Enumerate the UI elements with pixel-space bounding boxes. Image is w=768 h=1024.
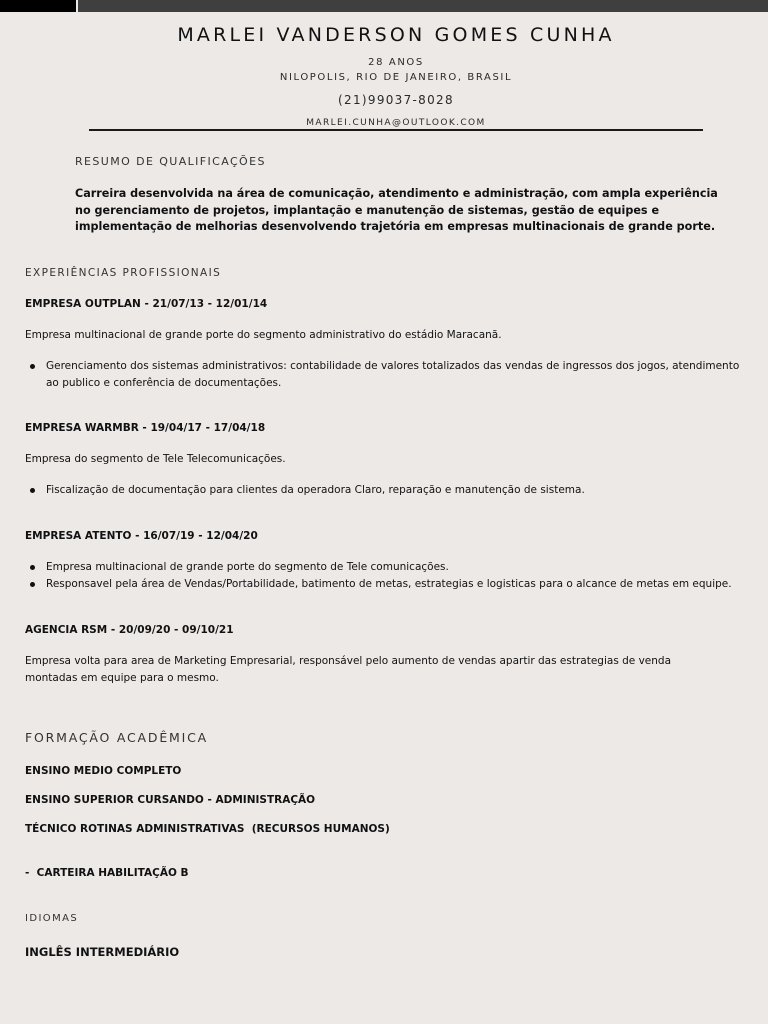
- job-description: Empresa volta para area de Marketing Empresarial, responsável pelo aumento de vendas apartir das estrategias de venda montadas em equipe para o mesmo.: [25, 655, 672, 684]
- summary-line: Carreira desenvolvida na área de comunicação, atendimento e administração, com ampla experiência: [75, 187, 718, 200]
- list-item: Fiscalização de documentação para clientes da operadora Claro, reparação e manutenção de sistema.: [25, 482, 745, 499]
- summary-text: [75, 186, 718, 236]
- candidate-name: MARLEI VANDERSON GOMES CUNHA: [177, 24, 615, 46]
- list-item: Gerenciamento dos sistemas administrativos: contabilidade de valores totalizados das vendas de ingressos dos jogos, atendimento ao publico e conferência de documentações.: [25, 358, 745, 391]
- job-heading: EMPRESA WARMBR - 19/04/17 - 17/04/18: [25, 422, 266, 434]
- candidate-location: NILOPOLIS, RIO DE JANEIRO, BRASIL: [279, 72, 513, 83]
- top-bar-dark-segment: [0, 0, 76, 12]
- candidate-email: MARLEI.CUNHA@OUTLOOK.COM: [306, 118, 486, 128]
- list-item: Responsavel pela área de Vendas/Portabilidade, batimento de metas, estrategias e logisticas para o alcance de metas em equipe.: [25, 576, 745, 593]
- job-heading: AGENCIA RSM - 20/09/20 - 09/10/21: [25, 624, 234, 636]
- top-bar: [0, 0, 768, 12]
- job-bullets: [25, 559, 745, 592]
- education-item: ENSINO SUPERIOR CURSANDO - ADMINISTRAÇÃO: [25, 794, 316, 806]
- header-divider: [89, 129, 703, 131]
- summary-title: RESUMO DE QUALIFICAÇÕES: [75, 155, 266, 168]
- job-description: Empresa do segmento de Tele Telecomunicações.: [25, 453, 286, 465]
- summary-line: implementação de melhorias desenvolvendo trajetória em empresas multinacionais de grande porte.: [75, 220, 716, 233]
- job-description: Empresa multinacional de grande porte do segmento administrativo do estádio Maracanã.: [25, 329, 502, 341]
- job-heading: EMPRESA ATENTO - 16/07/19 - 12/04/20: [25, 530, 258, 542]
- job-bullets: [25, 482, 745, 499]
- education-item: ENSINO MEDIO COMPLETO: [25, 765, 182, 777]
- education-item: TÉCNICO ROTINAS ADMINISTRATIVAS (RECURSOS HUMANOS): [25, 823, 390, 835]
- list-item: Empresa multinacional de grande porte do segmento de Tele comunicações.: [25, 559, 745, 576]
- top-bar-grey-segment: [78, 0, 768, 12]
- languages-title: IDIOMAS: [25, 913, 79, 924]
- language-item: INGLÊS INTERMEDIÁRIO: [25, 945, 180, 959]
- license-item: - CARTEIRA HABILITAÇÃO B: [25, 867, 189, 879]
- candidate-age: 28 ANOS: [368, 57, 424, 68]
- experience-title: EXPERIÊNCIAS PROFISSIONAIS: [25, 267, 222, 279]
- job-heading: EMPRESA OUTPLAN - 21/07/13 - 12/01/14: [25, 298, 268, 310]
- summary-line: no gerenciamento de projetos, implantação e manutenção de sistemas, gestão de equipes e: [75, 203, 660, 217]
- education-title: FORMAÇÃO ACADÊMICA: [25, 730, 208, 745]
- candidate-phone: (21)99037-8028: [338, 93, 454, 107]
- job-bullets: [25, 358, 745, 391]
